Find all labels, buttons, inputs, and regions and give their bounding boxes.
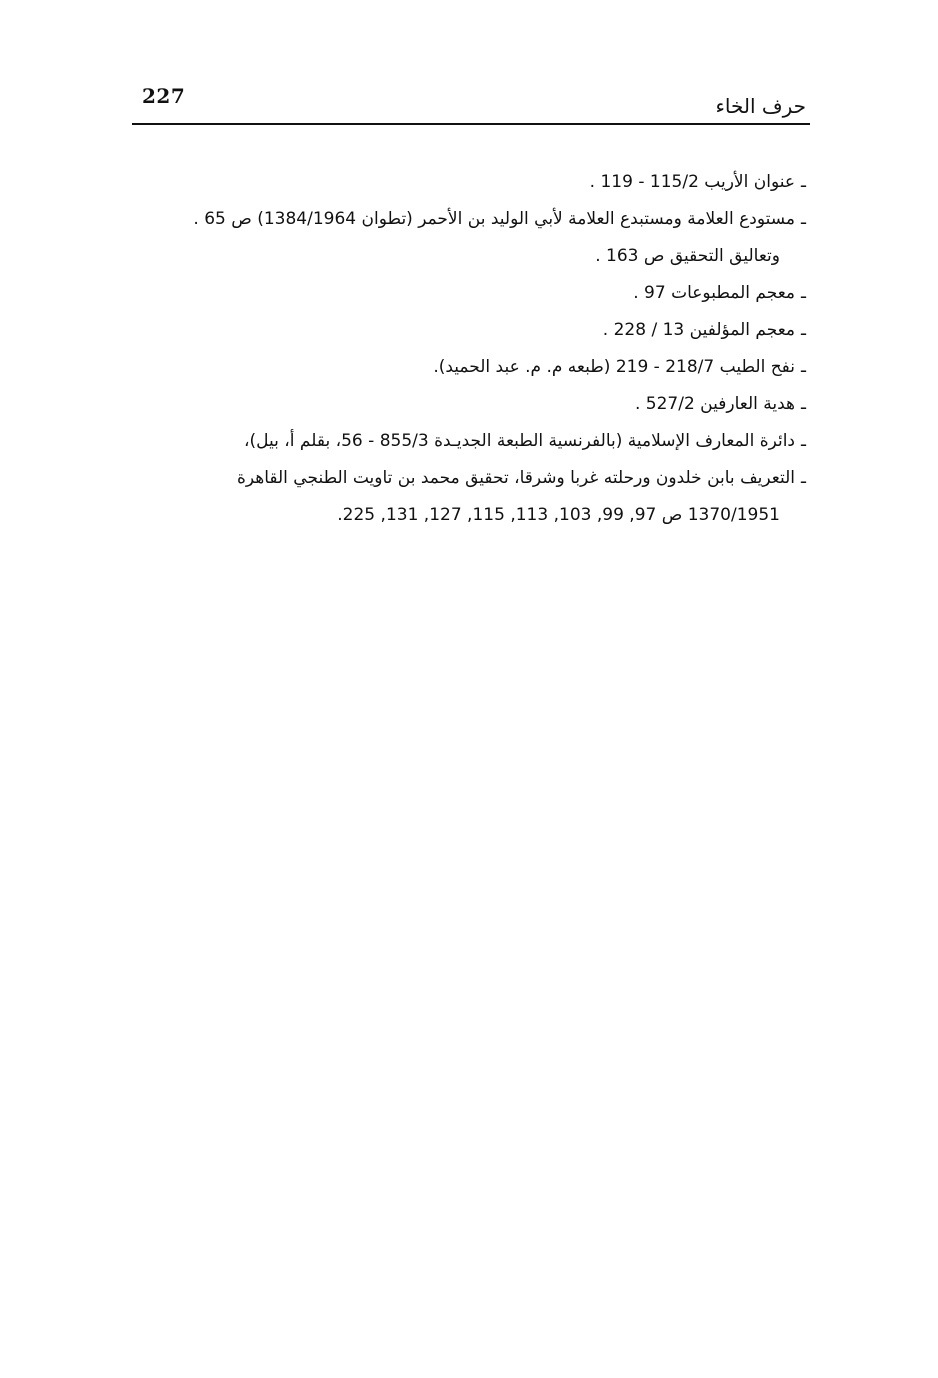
entry-text: نفح الطيب 218/7 - 219 (طبعه م. م. عبد الحميد). — [433, 357, 796, 377]
entry-dash: ـ — [801, 172, 806, 192]
entry-dash: ـ — [801, 468, 806, 488]
entry-dash: ـ — [801, 357, 806, 377]
reference-entry — [126, 460, 806, 497]
entry-text: دائرة المعارف الإسلامية (بالفرنسية الطبعة الجديـدة 855/3 - 56، بقلم أ، بيل)، — [244, 431, 796, 451]
reference-list — [126, 164, 806, 534]
page-number: 227 — [142, 84, 186, 108]
entry-text: 1370/1951 ص 97, 99, 103, 113, 115, 127, 131, 225. — [337, 505, 780, 525]
reference-entry — [126, 201, 806, 238]
entry-dash: ـ — [801, 209, 806, 229]
entry-text: معجم المطبوعات 97 . — [633, 283, 796, 303]
entry-dash: ـ — [801, 283, 806, 303]
entry-text: هدية العارفين 527/2 . — [634, 394, 796, 414]
reference-entry — [126, 312, 806, 349]
reference-entry-continuation — [126, 238, 806, 275]
reference-entry — [126, 349, 806, 386]
running-head: حرف الخاء — [715, 94, 806, 118]
reference-entry — [126, 275, 806, 312]
reference-entry — [126, 164, 806, 201]
entry-text: مستودع العلامة ومستبدع العلامة لأبي الوليد بن الأحمر (تطوان 1384/1964) ص 65 . — [193, 209, 796, 229]
reference-entry-continuation — [126, 497, 806, 534]
entry-dash: ـ — [801, 394, 806, 414]
entry-text: عنوان الأريب 115/2 - 119 . — [589, 172, 796, 192]
entry-dash: ـ — [801, 320, 806, 340]
reference-entry — [126, 423, 806, 460]
entry-dash: ـ — [801, 431, 806, 451]
entry-text: وتعاليق التحقيق ص 163 . — [595, 246, 780, 266]
entry-text: التعريف بابن خلدون ورحلته غربا وشرقا، تحقيق محمد بن تاويت الطنجي القاهرة — [236, 468, 796, 488]
reference-entry — [126, 386, 806, 423]
header-rule — [132, 123, 810, 125]
entry-text: معجم المؤلفين 13 / 228 . — [602, 320, 796, 340]
